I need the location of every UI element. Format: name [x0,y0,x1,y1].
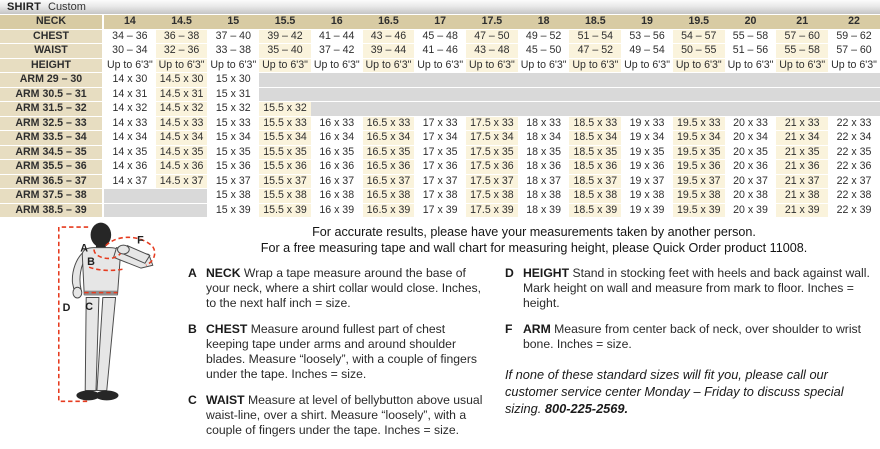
empty-cell [311,102,363,117]
figure-label-arm: F [137,234,144,247]
empty-cell [363,88,415,103]
row-label: WAIST [0,44,104,59]
empty-cell [725,102,777,117]
size-cell: 14 x 30 [104,73,156,88]
size-cell: 15 x 32 [207,102,259,117]
size-cell: Up to 6'3" [828,59,880,74]
definition-term: NECK [206,266,244,280]
size-cell: 19.5 x 39 [673,204,725,219]
size-cell: 51 – 54 [569,30,621,45]
size-cell: 16 x 36 [311,160,363,175]
size-cell: 55 – 58 [725,30,777,45]
size-cell: 18.5 x 34 [569,131,621,146]
empty-cell [363,102,415,117]
size-cell: 21 x 38 [776,189,828,204]
size-cell: 15 x 35 [207,146,259,161]
size-cell: 19 x 36 [621,160,673,175]
size-cell: 17.5 x 38 [466,189,518,204]
definition-neck [188,266,491,311]
row-label: ARM 38.5 – 39 [0,204,104,219]
size-row-arm-37.5-38 [0,189,880,204]
size-cell: Up to 6'3" [207,59,259,74]
size-cell: 14 x 31 [104,88,156,103]
size-cell: 15 x 38 [207,189,259,204]
size-cell: 14 x 36 [104,160,156,175]
figure-right-hand [118,245,130,254]
size-cell: 54 – 57 [673,30,725,45]
size-cell: 22 x 37 [828,175,880,190]
size-cell: 57 – 60 [828,44,880,59]
neck-size-header: 14.5 [156,15,208,30]
empty-cell [569,102,621,117]
size-cell: 18 x 36 [518,160,570,175]
size-cell: 19.5 x 37 [673,175,725,190]
size-cell: 19 x 38 [621,189,673,204]
size-cell: 45 – 48 [414,30,466,45]
definition-letter: A [188,266,197,280]
size-cell: 15.5 x 39 [259,204,311,219]
neck-size-header: 17 [414,15,466,30]
size-cell: 20 x 38 [725,189,777,204]
definitions-right-list [505,266,877,352]
size-cell: Up to 6'3" [569,59,621,74]
empty-cell [414,73,466,88]
table-subtitle: Custom [48,0,86,13]
neck-size-header: 14 [104,15,156,30]
definitions-right-column [505,266,877,449]
size-cell: 32 – 36 [156,44,208,59]
size-cell: 34 – 36 [104,30,156,45]
phone-number: 800-225-2569. [544,401,629,416]
size-cell: 16 x 33 [311,117,363,132]
figure-label-height: D [62,302,71,315]
empty-cell [776,88,828,103]
empty-cell [104,189,156,204]
neck-size-header: 16.5 [363,15,415,30]
instructions-text-block [188,218,880,449]
size-cell: 15 x 36 [207,160,259,175]
table-title-bar [0,0,880,15]
size-cell: 45 – 50 [518,44,570,59]
size-cell: 19 x 35 [621,146,673,161]
size-cell: 47 – 50 [466,30,518,45]
size-cell: 14.5 x 33 [156,117,208,132]
size-cell: 17 x 35 [414,146,466,161]
size-cell: 15.5 x 37 [259,175,311,190]
size-cell: 21 x 35 [776,146,828,161]
size-cell: 14 x 33 [104,117,156,132]
size-cell: 20 x 33 [725,117,777,132]
neck-size-header: 22 [828,15,880,30]
size-cell: 15 x 34 [207,131,259,146]
size-cell: 19.5 x 35 [673,146,725,161]
size-cell: 15 x 33 [207,117,259,132]
size-cell: 18 x 35 [518,146,570,161]
size-cell: 18.5 x 36 [569,160,621,175]
size-cell: Up to 6'3" [259,59,311,74]
definition-term: WAIST [206,393,248,407]
size-cell: 14.5 x 37 [156,175,208,190]
definition-chest [188,322,491,382]
definition-term: CHEST [206,322,251,336]
size-cell: Up to 6'3" [363,59,415,74]
empty-cell [673,73,725,88]
neck-size-header: 16 [311,15,363,30]
empty-cell [363,73,415,88]
size-cell: 19.5 x 36 [673,160,725,175]
definitions-left-column [188,266,491,449]
note-text: If none of these standard sizes will fit you, please call our customer service center Monday – Friday to discuss special sizing. [505,367,844,416]
definition-letter: D [505,266,514,280]
size-cell: 17.5 x 36 [466,160,518,175]
row-label: ARM 33.5 – 34 [0,131,104,146]
size-cell: 17 x 34 [414,131,466,146]
size-chart-table [0,15,880,218]
size-row-arm-35.5-36 [0,160,880,175]
definition-columns [188,266,880,449]
size-cell: 17 x 39 [414,204,466,219]
size-cell: 30 – 34 [104,44,156,59]
definition-waist [188,393,491,438]
size-cell: 51 – 56 [725,44,777,59]
empty-cell [414,88,466,103]
size-cell: 15.5 x 34 [259,131,311,146]
measuring-instructions-section [0,218,880,437]
size-cell: 17 x 38 [414,189,466,204]
size-cell: 19.5 x 38 [673,189,725,204]
size-cell: 49 – 52 [518,30,570,45]
definition-letter: B [188,322,197,336]
size-cell: 37 – 42 [311,44,363,59]
size-cell: 39 – 44 [363,44,415,59]
size-cell: 20 x 39 [725,204,777,219]
size-cell: 57 – 60 [776,30,828,45]
size-cell: 37 – 40 [207,30,259,45]
definition-height [505,266,877,311]
definition-text: Measure around fullest part of chest keeping tape under arms and around shoulder blades. Measure “loosely”, with a couple of fingers under the tape. Inches = size. [206,322,477,381]
empty-cell [518,73,570,88]
figure-label-chest: B [87,256,95,269]
size-cell: 18 x 38 [518,189,570,204]
size-cell: 16.5 x 38 [363,189,415,204]
size-cell: 16.5 x 37 [363,175,415,190]
size-cell: 49 – 54 [621,44,673,59]
empty-cell [518,88,570,103]
size-cell: Up to 6'3" [776,59,828,74]
size-cell: 22 x 33 [828,117,880,132]
size-cell: 43 – 46 [363,30,415,45]
size-cell: 16 x 34 [311,131,363,146]
figure-label-neck: A [80,242,89,255]
size-cell: 53 – 56 [621,30,673,45]
size-cell: 20 x 34 [725,131,777,146]
figure-right-shoe [95,391,118,401]
size-cell: 21 x 37 [776,175,828,190]
size-cell: 14 x 35 [104,146,156,161]
size-cell: 59 – 62 [828,30,880,45]
size-row-arm-38.5-39 [0,204,880,219]
neck-size-header: 15 [207,15,259,30]
size-cell: 19.5 x 34 [673,131,725,146]
neck-size-header: 17.5 [466,15,518,30]
row-label: ARM 30.5 – 31 [0,88,104,103]
size-cell: 14.5 x 36 [156,160,208,175]
empty-cell [569,73,621,88]
size-cell: 19.5 x 33 [673,117,725,132]
intro-line-1: For accurate results, please have your measurements taken by another person. [312,225,756,239]
size-cell: 41 – 44 [311,30,363,45]
neck-size-header: 19.5 [673,15,725,30]
size-cell: 17.5 x 37 [466,175,518,190]
size-cell: 18.5 x 39 [569,204,621,219]
size-cell: 16 x 39 [311,204,363,219]
size-cell: 14.5 x 31 [156,88,208,103]
size-cell: 19 x 34 [621,131,673,146]
size-cell: 15 x 37 [207,175,259,190]
size-cell: 19 x 37 [621,175,673,190]
row-label: ARM 34.5 – 35 [0,146,104,161]
size-cell: 16.5 x 34 [363,131,415,146]
empty-cell [104,204,156,219]
definition-letter: C [188,393,197,407]
size-row-arm-33.5-34 [0,131,880,146]
row-label: ARM 37.5 – 38 [0,189,104,204]
size-cell: 18 x 34 [518,131,570,146]
row-label: ARM 32.5 – 33 [0,117,104,132]
size-cell: 14.5 x 30 [156,73,208,88]
size-cell: 17.5 x 34 [466,131,518,146]
size-cell: 39 – 42 [259,30,311,45]
empty-cell [776,102,828,117]
size-row-height [0,59,880,74]
neck-size-header: 18.5 [569,15,621,30]
size-cell: Up to 6'3" [673,59,725,74]
empty-cell [414,102,466,117]
empty-cell [466,88,518,103]
size-cell: 16.5 x 33 [363,117,415,132]
empty-cell [569,88,621,103]
neck-size-header: 19 [621,15,673,30]
row-label: ARM 36.5 – 37 [0,175,104,190]
size-cell: 41 – 46 [414,44,466,59]
size-cell: 16.5 x 39 [363,204,415,219]
size-cell: 15 x 30 [207,73,259,88]
size-cell: 16.5 x 36 [363,160,415,175]
measurement-figure [2,220,188,424]
definition-text: Measure from center back of neck, over shoulder to wrist bone. Inches = size. [523,322,862,351]
size-cell: 17.5 x 39 [466,204,518,219]
size-cell: 17.5 x 35 [466,146,518,161]
neck-size-header: 21 [776,15,828,30]
size-cell: Up to 6'3" [725,59,777,74]
size-cell: 21 x 33 [776,117,828,132]
size-cell: 36 – 38 [156,30,208,45]
size-cell: 20 x 37 [725,175,777,190]
size-cell: 19 x 39 [621,204,673,219]
size-cell: 47 – 52 [569,44,621,59]
size-cell: 15 x 39 [207,204,259,219]
empty-cell [621,102,673,117]
size-cell: 20 x 36 [725,160,777,175]
figure-left-hand [73,287,82,298]
size-cell: 16 x 38 [311,189,363,204]
definition-term: ARM [523,322,555,336]
size-cell: 14.5 x 32 [156,102,208,117]
size-cell: 14.5 x 35 [156,146,208,161]
definition-term: HEIGHT [523,266,573,280]
size-cell: 21 x 36 [776,160,828,175]
size-row-arm-32.5-33 [0,117,880,132]
size-cell: Up to 6'3" [104,59,156,74]
size-cell: 16.5 x 35 [363,146,415,161]
empty-cell [311,88,363,103]
neck-size-header: 15.5 [259,15,311,30]
size-cell: 18.5 x 38 [569,189,621,204]
size-cell: 18.5 x 35 [569,146,621,161]
size-cell: 18 x 33 [518,117,570,132]
empty-cell [518,102,570,117]
size-cell: 19 x 33 [621,117,673,132]
size-cell: 22 x 35 [828,146,880,161]
size-cell: 15.5 x 38 [259,189,311,204]
size-cell: 15.5 x 32 [259,102,311,117]
empty-cell [673,102,725,117]
size-cell: 15 x 31 [207,88,259,103]
size-cell: 55 – 58 [776,44,828,59]
size-row-arm-36.5-37 [0,175,880,190]
row-label: ARM 35.5 – 36 [0,160,104,175]
size-cell: 15.5 x 33 [259,117,311,132]
size-cell: 18.5 x 37 [569,175,621,190]
empty-cell [828,88,880,103]
neck-size-header: 20 [725,15,777,30]
neck-row-label: NECK [0,15,104,30]
size-cell: 17.5 x 33 [466,117,518,132]
definition-arm [505,322,877,352]
figure-label-waist: C [85,301,93,314]
definition-letter: F [505,322,513,336]
empty-cell [725,73,777,88]
size-row-waist [0,44,880,59]
size-cell: 22 x 36 [828,160,880,175]
size-cell: Up to 6'3" [621,59,673,74]
size-cell: 17 x 37 [414,175,466,190]
empty-cell [621,73,673,88]
size-row-arm-31.5-32 [0,102,880,117]
row-label: HEIGHT [0,59,104,74]
empty-cell [621,88,673,103]
size-row-chest [0,30,880,45]
empty-cell [156,189,208,204]
size-cell: 20 x 35 [725,146,777,161]
intro-text [188,225,880,256]
size-row-arm-29-30 [0,73,880,88]
size-cell: 14 x 32 [104,102,156,117]
special-sizing-note [505,366,877,417]
empty-cell [311,73,363,88]
size-cell: Up to 6'3" [414,59,466,74]
intro-line-2: For a free measuring tape and wall chart for measuring height, please Quick Order product 11008. [260,240,808,255]
size-cell: 43 – 48 [466,44,518,59]
size-cell: 16 x 35 [311,146,363,161]
size-cell: 17 x 33 [414,117,466,132]
empty-cell [466,102,518,117]
size-cell: 15.5 x 36 [259,160,311,175]
table-title: SHIRT [7,0,41,13]
size-cell: 14 x 37 [104,175,156,190]
neck-size-header: 18 [518,15,570,30]
size-row-arm-34.5-35 [0,146,880,161]
figure-right-leg [97,298,116,391]
size-cell: 15.5 x 35 [259,146,311,161]
definition-text: Wrap a tape measure around the base of your neck, where a shirt collar would close. Inches, to the next half inch = size. [206,266,482,310]
empty-cell [259,88,311,103]
size-cell: Up to 6'3" [518,59,570,74]
size-cell: 16 x 37 [311,175,363,190]
empty-cell [673,88,725,103]
size-cell: 18 x 39 [518,204,570,219]
size-cell: 22 x 39 [828,204,880,219]
size-cell: 22 x 34 [828,131,880,146]
size-cell: Up to 6'3" [466,59,518,74]
size-cell: 50 – 55 [673,44,725,59]
neck-size-header-row [0,15,880,30]
size-cell: Up to 6'3" [156,59,208,74]
empty-cell [466,73,518,88]
empty-cell [828,73,880,88]
size-cell: 21 x 39 [776,204,828,219]
size-cell: 17 x 36 [414,160,466,175]
row-label: ARM 29 – 30 [0,73,104,88]
size-cell: 18.5 x 33 [569,117,621,132]
row-label: ARM 31.5 – 32 [0,102,104,117]
empty-cell [156,204,208,219]
size-cell: 14 x 34 [104,131,156,146]
size-cell: Up to 6'3" [311,59,363,74]
empty-cell [259,73,311,88]
size-cell: 14.5 x 34 [156,131,208,146]
size-cell: 35 – 40 [259,44,311,59]
size-cell: 33 – 38 [207,44,259,59]
size-cell: 21 x 34 [776,131,828,146]
empty-cell [776,73,828,88]
size-row-arm-30.5-31 [0,88,880,103]
definition-text: Stand in stocking feet with heels and back against wall. Mark height on wall and measure from mark to floor. Inches = height. [523,266,870,310]
row-label: CHEST [0,30,104,45]
definition-text: Measure at level of bellybutton above usual waist-line, over a shirt. Measure “loosely”, with a couple of fingers under the tape. Inches = size. [206,393,483,437]
empty-cell [828,102,880,117]
empty-cell [725,88,777,103]
size-cell: 18 x 37 [518,175,570,190]
size-cell: 22 x 38 [828,189,880,204]
